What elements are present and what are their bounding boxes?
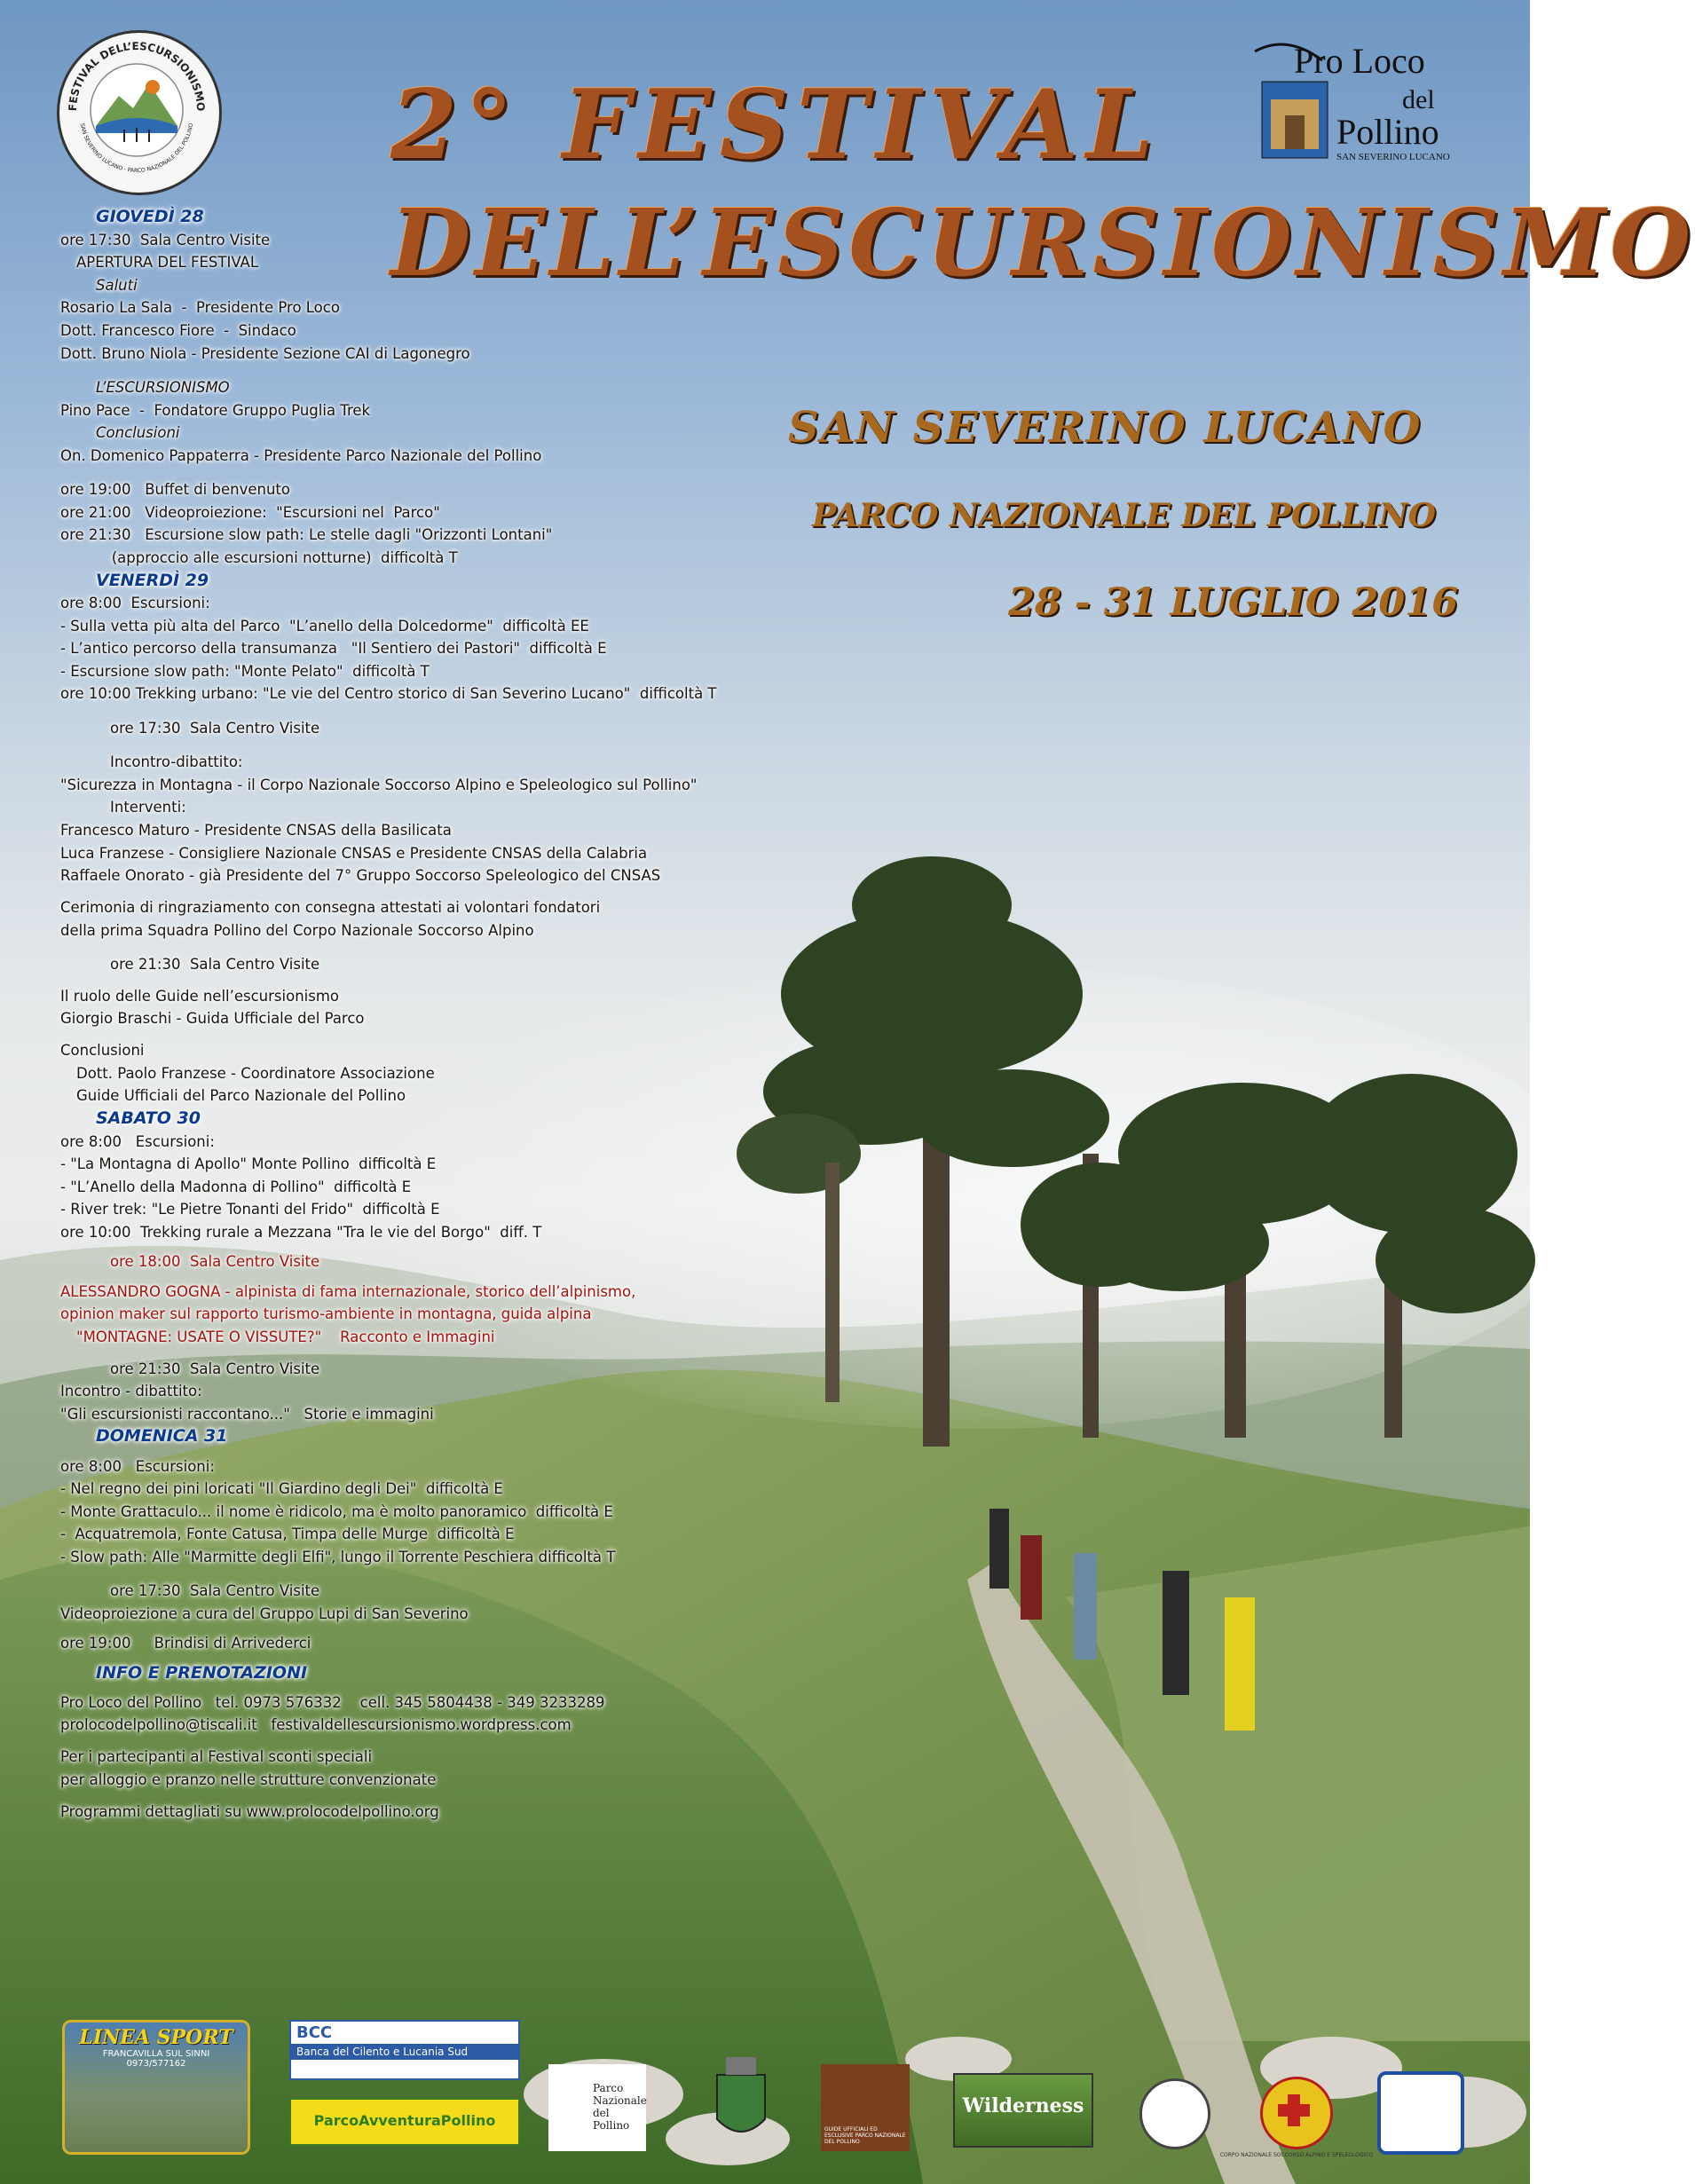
program-line: "Sicurezza in Montagna - il Corpo Nazionale Soccorso Alpino e Speleologico sul Pollino" (60, 776, 698, 793)
program-line (60, 1030, 859, 1039)
program-line: Saluti (96, 276, 138, 294)
proloco-line1: Pro Loco (1294, 41, 1425, 81)
sponsor-wilderness (953, 2073, 1093, 2148)
festival-title-line2: DELL’ESCURSIONISMO (390, 188, 1695, 297)
program-line: Programmi dettagliati su www.prolocodelpollino.org (60, 1802, 439, 1820)
parco-nazionale-name: Parco Nazionale del Pollino (593, 2082, 647, 2132)
proloco-line2: del (1402, 85, 1435, 114)
program-day-heading: SABATO 30 (96, 1108, 201, 1129)
program-line: Interventi: (110, 799, 186, 816)
program-line: "MONTAGNE: USATE O VISSUTE?" Racconto e Immagini (76, 1328, 495, 1345)
program-line (60, 1737, 859, 1746)
program-line (60, 706, 859, 717)
program-line: della prima Squadra Pollino del Corpo Nazionale Soccorso Alpino (60, 921, 534, 939)
program-line: Dott. Paolo Franzese - Coordinatore Associazione (76, 1064, 435, 1082)
sponsor-bar (0, 2013, 1530, 2158)
program-line (60, 467, 859, 478)
sponsor-bcc (289, 2020, 520, 2080)
program-line: Guide Ufficiali del Parco Nazionale del Pollino (76, 1087, 406, 1105)
program-line: ore 8:00 Escursioni: (60, 1132, 215, 1150)
program-line: - Escursione slow path: "Monte Pelato" difficoltà T (60, 662, 430, 680)
program-line: - Monte Grattaculo... il nome è ridicolo, ma è molto panoramico difficoltà E (60, 1502, 613, 1520)
program-line: ore 8:00 Escursioni: (60, 595, 210, 612)
sponsor-cnsas (1219, 2077, 1374, 2158)
program-line: - Slow path: Alle "Marmitte degli Elfi", lungo il Torrente Peschiera difficoltà T (60, 1549, 616, 1565)
program-line: ore 21:00 Videoproiezione: "Escursioni nel Parco" (60, 503, 440, 521)
program-line: L’ESCURSIONISMO (96, 378, 230, 396)
program-line: Pro Loco del Pollino tel. 0973 576332 cell. 345 5804438 - 349 3233289 (60, 1693, 605, 1711)
program-line (60, 1655, 859, 1662)
program-line (60, 1348, 859, 1357)
program-line: "Gli escursionisti raccontano..." Storie e immagini (60, 1405, 434, 1423)
program-line (60, 976, 859, 985)
badge-arc-title: FESTIVAL DELL’ESCURSIONISMO (66, 39, 208, 112)
guide-ufficiali-name: GUIDE UFFICIALI ED ESCLUSIVE PARCO NAZIONALE DEL POLLINO (824, 2126, 906, 2145)
badge-arc-subtitle: SAN SEVERINO LUCANO - PARCO NAZIONALE DEL POLLINO (78, 122, 195, 175)
program-line: Videoproiezione a cura del Gruppo Lupi di San Severino (60, 1604, 469, 1622)
sponsor-parco-nazionale (548, 2064, 646, 2151)
program-list (60, 206, 859, 1823)
program-line: - River trek: "Le Pietre Tonanti del Frido" difficoltà E (60, 1201, 440, 1218)
proloco-line4: SAN SEVERINO LUCANO (1336, 152, 1450, 162)
program-line: ore 21:30 Escursione slow path: Le stelle dagli "Orizzonti Lontani" (60, 526, 553, 544)
program-line: Incontro-dibattito: (110, 753, 243, 771)
cnsas-name: CORPO NAZIONALE SOCCORSO ALPINO E SPELEOLOGICO (1219, 2152, 1374, 2158)
sponsor-parco-avventura (289, 2098, 520, 2146)
program-line: Pino Pace - Fondatore Gruppo Puglia Trek (60, 401, 371, 419)
program-line: ore 19:00 Buffet di benvenuto (60, 481, 290, 499)
program-line (60, 1244, 859, 1251)
program-line: ore 21:30 Sala Centro Visite (110, 956, 320, 974)
program-line (60, 1626, 859, 1633)
program-line (60, 1569, 859, 1581)
program-line: ore 17:30 Sala Centro Visite (110, 719, 320, 737)
sponsor-guide-ufficiali (821, 2064, 910, 2151)
bcc-mark: BCC (296, 2023, 333, 2042)
program-line: (approccio alle escursioni notturne) difficoltà T (60, 548, 458, 566)
program-line: ore 17:30 Sala Centro Visite (60, 231, 271, 248)
program-line: opinion maker sul rapporto turismo-ambiente in montagna, guida alpina (60, 1305, 592, 1323)
program-line: ore 8:00 Escursioni: (60, 1457, 215, 1475)
program-line: per alloggio e pranzo nelle strutture convenzionate (60, 1770, 437, 1788)
program-line: Dott. Francesco Fiore - Sindaco (60, 321, 296, 339)
wilderness-name: Wilderness (962, 2094, 1084, 2117)
program-line (60, 887, 859, 896)
program-line: Incontro - dibattito: (60, 1383, 202, 1400)
festival-title-line1: 2° FESTIVAL (390, 69, 1162, 181)
program-line: - "La Montagna di Apollo" Monte Pollino difficoltà E (60, 1155, 437, 1173)
program-line: Conclusioni (96, 424, 180, 442)
program-line: Francesco Maturo - Presidente CNSAS della Basilicata (60, 822, 452, 840)
program-day-heading: GIOVEDÌ 28 (96, 207, 204, 226)
program-line: ore 10:00 Trekking urbano: "Le vie del Centro storico di San Severino Lucano" difficoltà T (60, 685, 717, 703)
linea-sport-name: LINEA SPORT (79, 2026, 233, 2049)
sponsor-comune-crest (710, 2048, 772, 2146)
festival-badge-logo (57, 30, 222, 195)
sponsor-club-crest (1377, 2071, 1464, 2155)
program-line: Cerimonia di ringraziamento con consegna attestati ai volontari fondatori (60, 899, 601, 917)
linea-sport-city: FRANCAVILLA SUL SINNI (102, 2049, 210, 2059)
bcc-name: Banca del Cilento e Lucania Sud (291, 2044, 518, 2060)
program-line: ore 19:00 Brindisi di Arrivederci (60, 1635, 311, 1652)
program-day-heading: DOMENICA 31 (96, 1426, 228, 1447)
program-line: Raffaele Onorato - già Presidente del 7° Gruppo Soccorso Speleologico del CNSAS (60, 867, 661, 885)
program-line: ore 21:30 Sala Centro Visite (110, 1360, 320, 1377)
program-day-heading: INFO E PRENOTAZIONI (96, 1662, 308, 1683)
program-line (60, 739, 859, 751)
park-subtitle: PARCO NAZIONALE DEL POLLINO (812, 497, 1436, 534)
parco-avventura-name: ParcoAvventuraPollino (313, 2112, 496, 2129)
program-line: prolocodelpollino@tiscali.it festivaldellescursionismo.wordpress.com (60, 1716, 572, 1734)
dates-subtitle: 28 - 31 LUGLIO 2016 (1008, 580, 1458, 625)
program-day-heading: VENERDÌ 29 (96, 570, 209, 590)
program-line (60, 1448, 859, 1455)
program-line: ore 18:00 Sala Centro Visite (110, 1253, 320, 1271)
program-line: Luca Franzese - Consigliere Nazionale CNSAS e Presidente CNSAS della Calabria (60, 844, 648, 862)
program-line: On. Domenico Pappaterra - Presidente Parco Nazionale del Pollino (60, 446, 542, 464)
proloco-line3: Pollino (1336, 112, 1439, 152)
program-line (60, 1684, 859, 1691)
program-line: ALESSANDRO GOGNA - alpinista di fama internazionale, storico dell’alpinismo, (60, 1282, 636, 1300)
sponsor-round-seal (1139, 2078, 1210, 2149)
location-subtitle: SAN SEVERINO LUCANO (788, 403, 1423, 453)
program-line (60, 942, 859, 953)
program-line: - Sulla vetta più alta del Parco "L’anello della Dolcedorme" difficoltà EE (60, 617, 589, 635)
program-line: Per i partecipanti al Festival sconti speciali (60, 1748, 373, 1766)
program-line: Conclusioni (60, 1042, 145, 1060)
program-line (60, 1273, 859, 1281)
program-line: Il ruolo delle Guide nell’escursionismo (60, 987, 340, 1005)
program-line: Dott. Bruno Niola - Presidente Sezione CAI di Lagonegro (60, 344, 470, 362)
program-line: ore 10:00 Trekking rurale a Mezzana "Tra le vie del Borgo" diff. T (60, 1224, 542, 1242)
sponsor-linea-sport (62, 2020, 250, 2155)
program-line: ore 17:30 Sala Centro Visite (110, 1582, 320, 1600)
program-line: Giorgio Braschi - Guida Ufficiale del Parco (60, 1010, 365, 1028)
program-line (60, 1791, 859, 1800)
program-line: APERTURA DEL FESTIVAL (76, 254, 259, 272)
linea-sport-tel: 0973/577162 (126, 2059, 186, 2069)
program-line: Rosario La Sala - Presidente Pro Loco (60, 299, 340, 317)
program-line: - "L’Anello della Madonna di Pollino" difficoltà E (60, 1178, 412, 1195)
program-line (60, 365, 859, 376)
program-line: - Acquatremola, Fonte Catusa, Timpa delle Murge difficoltà E (60, 1526, 515, 1543)
proloco-logo (1251, 34, 1473, 167)
program-line: - Nel regno dei pini loricati "Il Giardino degli Dei" difficoltà E (60, 1480, 503, 1498)
program-line: - L’antico percorso della transumanza "Il Sentiero dei Pastori" difficoltà E (60, 640, 607, 658)
